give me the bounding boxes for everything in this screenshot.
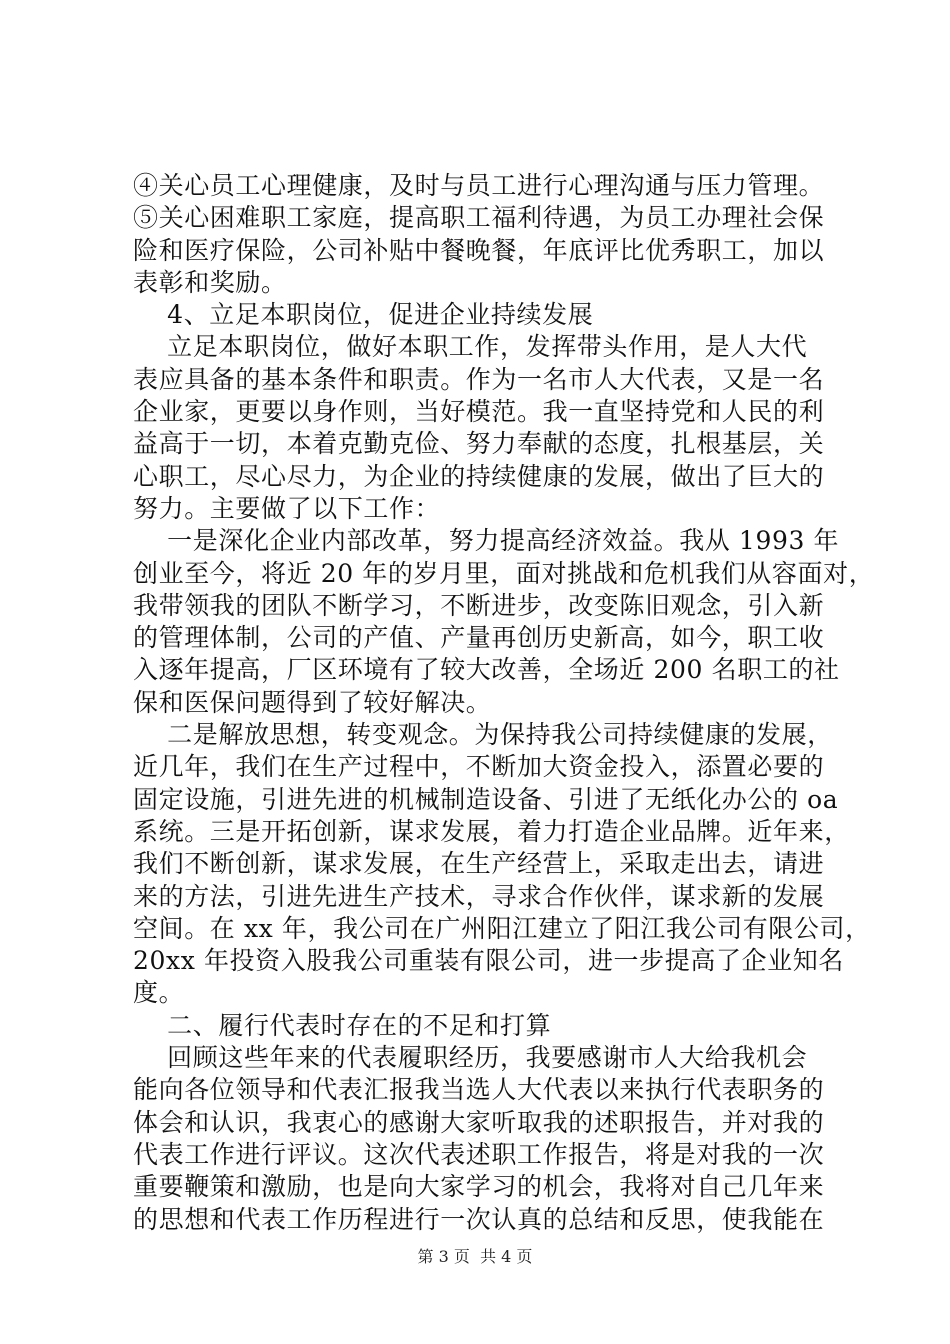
text-line: 回顾这些年来的代表履职经历，我要感谢市人大给我机会: [133, 1043, 808, 1073]
text-line: 一是深化企业内部改革，努力提高经济效益。我从 1993 年: [133, 526, 840, 556]
text-line: 创业至今，将近 20 年的岁月里，面对挑战和危机我们从容面对，: [133, 558, 875, 588]
text-line: 益高于一切，本着克勤克俭、努力奉献的态度，扎根基层，关: [133, 429, 825, 459]
text-line: ④关心员工心理健康，及时与员工进行心理沟通与压力管理。: [133, 171, 825, 200]
text-line: ⑤关心困难职工家庭，提高职工福利待遇，为员工办理社会保: [133, 203, 825, 233]
text-line: 入逐年提高，厂区环境有了较大改善，全场近 200 名职工的社: [133, 655, 840, 685]
text-line: 险和医疗保险，公司补贴中餐晚餐，年底评比优秀职工，加以: [133, 235, 825, 265]
text-line: 我带领我的团队不断学习，不断进步，改变陈旧观念，引入新: [133, 590, 825, 620]
text-line: 空间。在 xx 年，我公司在广州阳江建立了阳江我公司有限公司，: [133, 913, 871, 943]
text-line: 的管理体制，公司的产值、产量再创历史新高，如今，职工收: [133, 623, 825, 653]
text-line: 体会和认识，我衷心的感谢大家听取我的述职报告，并对我的: [133, 1107, 825, 1137]
text-line: 能向各位领导和代表汇报我当选人大代表以来执行代表职务的: [133, 1075, 825, 1105]
text-line: 保和医保问题得到了较好解决。: [133, 687, 492, 717]
section-heading: 二、履行代表时存在的不足和打算: [133, 1010, 552, 1040]
text-line: 表彰和奖励。: [133, 267, 287, 297]
text-line: 度。: [133, 978, 185, 1008]
text-line: 企业家，更要以身作则，当好模范。我一直坚持党和人民的利: [133, 397, 825, 427]
text-line: 我们不断创新，谋求发展，在生产经营上，采取走出去，请进: [133, 849, 825, 879]
document-body: [133, 170, 875, 1236]
text-line: 表应具备的基本条件和职责。作为一名市人大代表，又是一名: [133, 364, 825, 394]
text-line: 固定设施，引进先进的机械制造设备、引进了无纸化办公的 oa: [133, 784, 839, 814]
text-line: 近几年，我们在生产过程中，不断加大资金投入，添置必要的: [133, 752, 825, 782]
text-line: 重要鞭策和激励，也是向大家学习的机会，我将对自己几年来: [133, 1172, 825, 1202]
text-line: 的思想和代表工作历程进行一次认真的总结和反思，使我能在: [133, 1204, 825, 1234]
text-line: 20xx 年投资入股我公司重装有限公司，进一步提高了企业知名: [133, 946, 844, 976]
section-heading: 4、立足本职岗位，促进企业持续发展: [133, 300, 594, 330]
text-line: 心职工，尽心尽力，为企业的持续健康的发展，做出了巨大的: [133, 461, 825, 491]
text-line: 系统。三是开拓创新，谋求发展，着力打造企业品牌。近年来，: [133, 816, 850, 846]
text-line: 二是解放思想，转变观念。为保持我公司持续健康的发展，: [133, 720, 833, 750]
text-line: 努力。主要做了以下工作：: [133, 493, 441, 523]
page-number-footer: 第 3 页 共 4 页: [417, 1247, 533, 1266]
text-line: 代表工作进行评议。这次代表述职工作报告，将是对我的一次: [133, 1139, 825, 1169]
text-line: 立足本职岗位，做好本职工作，发挥带头作用，是人大代: [133, 332, 808, 362]
text-line: 来的方法，引进先进生产技术，寻求合作伙伴，谋求新的发展: [133, 881, 825, 911]
